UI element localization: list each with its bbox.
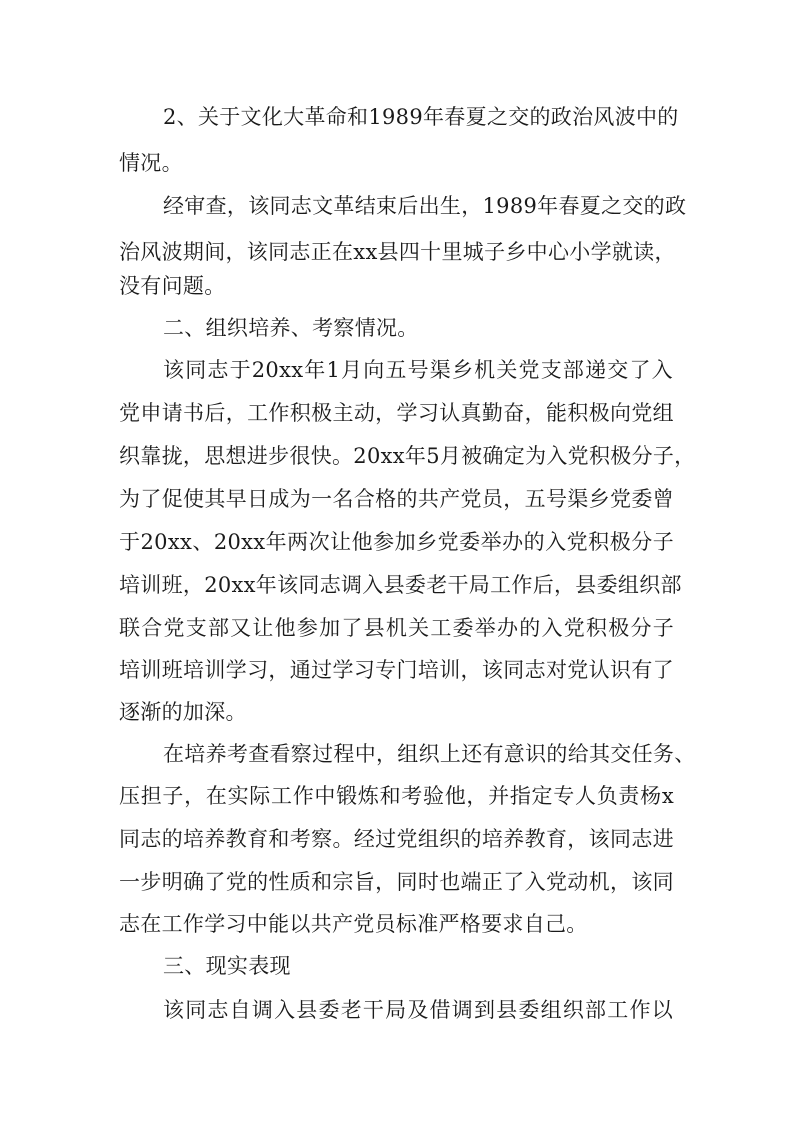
section-heading: 二、组织培养、考察情况。 <box>163 316 419 340</box>
text-line: 培训班，20xx年该同志调入县委老干局工作后，县委组织部 <box>119 573 682 597</box>
text-line: 党申请书后，工作积极主动，学习认真勤奋，能积极向党组 <box>119 401 674 425</box>
text-line: 志在工作学习中能以共产党员标准严格要求自己。 <box>119 912 588 936</box>
text-line: 经审查，该同志文革结束后出生，1989年春夏之交的政 <box>163 194 687 218</box>
text-line: 培训班培训学习，通过学习专门培训，该同志对党认识有了 <box>119 658 674 682</box>
text-line: 同志的培养教育和考察。经过党组织的培养教育，该同志进 <box>119 827 674 851</box>
text-line: 该同志于20xx年1月向五号渠乡机关党支部递交了入 <box>163 358 673 382</box>
section-heading: 三、现实表现 <box>163 954 291 978</box>
text-line: 该同志自调入县委老干局及借调到县委组织部工作以 <box>163 998 673 1022</box>
text-line: 情况。 <box>119 151 183 175</box>
text-line: 逐渐的加深。 <box>119 700 247 724</box>
text-line: 2、关于文化大革命和1989年春夏之交的政治风波中的 <box>163 105 679 129</box>
text-line: 在培养考查看察过程中，组织上还有意识的给其交任务、 <box>163 742 696 766</box>
text-line: 治风波期间，该同志正在xx县四十里城子乡中心小学就读， <box>119 240 676 264</box>
text-line: 压担子，在实际工作中锻炼和考验他，并指定专人负责杨x <box>119 784 674 808</box>
text-line: 织靠拢，思想进步很快。20xx年5月被确定为入党积极分子， <box>119 444 696 468</box>
text-line: 没有问题。 <box>119 274 226 298</box>
text-line: 联合党支部又让他参加了县机关工委举办的入党积极分子 <box>119 616 674 640</box>
text-line: 一步明确了党的性质和宗旨，同时也端正了入党动机，该同 <box>119 870 674 894</box>
text-line: 于20xx、20xx年两次让他参加乡党委举办的入党积极分子 <box>119 530 674 554</box>
text-line: 为了促使其早日成为一名合格的共产党员，五号渠乡党委曾 <box>119 487 674 511</box>
